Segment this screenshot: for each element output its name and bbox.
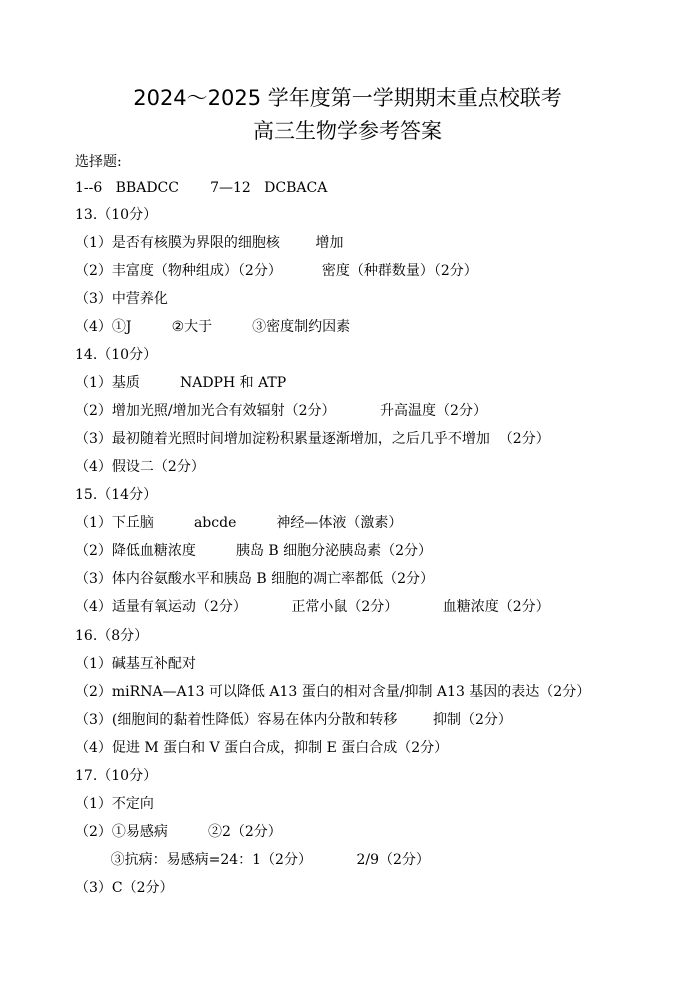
question-13-heading: 13.（10分） — [75, 207, 158, 223]
q16-answer-1: （1）碱基互补配对 — [75, 656, 196, 672]
q15-answer-4: （4）适量有氧运动（2分） 正常小鼠（2分） 血糖浓度（2分） — [75, 599, 550, 615]
q13-answer-1: （1）是否有核膜为界限的细胞核 增加 — [75, 235, 344, 251]
choice-answers: 1--6 BBADCC 7—12 DCBACA — [75, 180, 328, 196]
q15-answer-3: （3）体内谷氨酸水平和胰岛 B 细胞的凋亡率都低（2分） — [75, 571, 435, 587]
q16-answer-2: （2）miRNA—A13 可以降低 A13 蛋白的相对含量/抑制 A13 基因的表达（2分） — [75, 684, 591, 700]
q13-answer-3: （3）中营养化 — [75, 291, 168, 307]
q17-answer-2-continued: ③抗病：易感病=24：1（2分） 2/9（2分） — [75, 852, 430, 868]
q17-answer-2: （2）①易感病 ②2（2分） — [75, 824, 282, 840]
section-label-choice: 选择题: — [75, 154, 122, 170]
q15-answer-1: （1）下丘脑 abcde 神经—体液（激素） — [75, 515, 403, 531]
question-14-heading: 14.（10分） — [75, 347, 158, 363]
q16-answer-3: （3）(细胞间的黏着性降低）容易在体内分散和转移 抑制（2分） — [75, 712, 512, 728]
question-17-heading: 17.（10分） — [75, 768, 158, 784]
q14-answer-1: （1）基质 NADPH 和 ATP — [75, 375, 287, 391]
q17-answer-3: （3）C（2分） — [75, 880, 174, 896]
q15-answer-2: （2）降低血糖浓度 胰岛 B 细胞分泌胰岛素（2分） — [75, 543, 433, 559]
q13-answer-4: （4）①J ②大于 ③密度制约因素 — [75, 319, 351, 335]
q14-answer-3: （3）最初随着光照时间增加淀粉积累量逐渐增加，之后几乎不增加 （2分） — [75, 431, 550, 447]
question-16-heading: 16.（8分） — [75, 628, 149, 644]
q14-answer-2: （2）增加光照/增加光合有效辐射（2分） 升高温度（2分） — [75, 403, 487, 419]
q17-answer-1: （1）不定向 — [75, 796, 154, 812]
document-subtitle: 高三生物学参考答案 — [253, 119, 442, 143]
question-15-heading: 15.（14分） — [75, 487, 158, 503]
q16-answer-4: （4）促进 M 蛋白和 V 蛋白合成，抑制 E 蛋白合成（2分） — [75, 740, 449, 756]
document-title: 2024～2025 学年度第一学期期末重点校联考 — [133, 86, 562, 110]
q14-answer-4: （4）假设二（2分） — [75, 459, 205, 475]
q13-answer-2: （2）丰富度（物种组成）（2分） 密度（种群数量）（2分） — [75, 263, 478, 279]
